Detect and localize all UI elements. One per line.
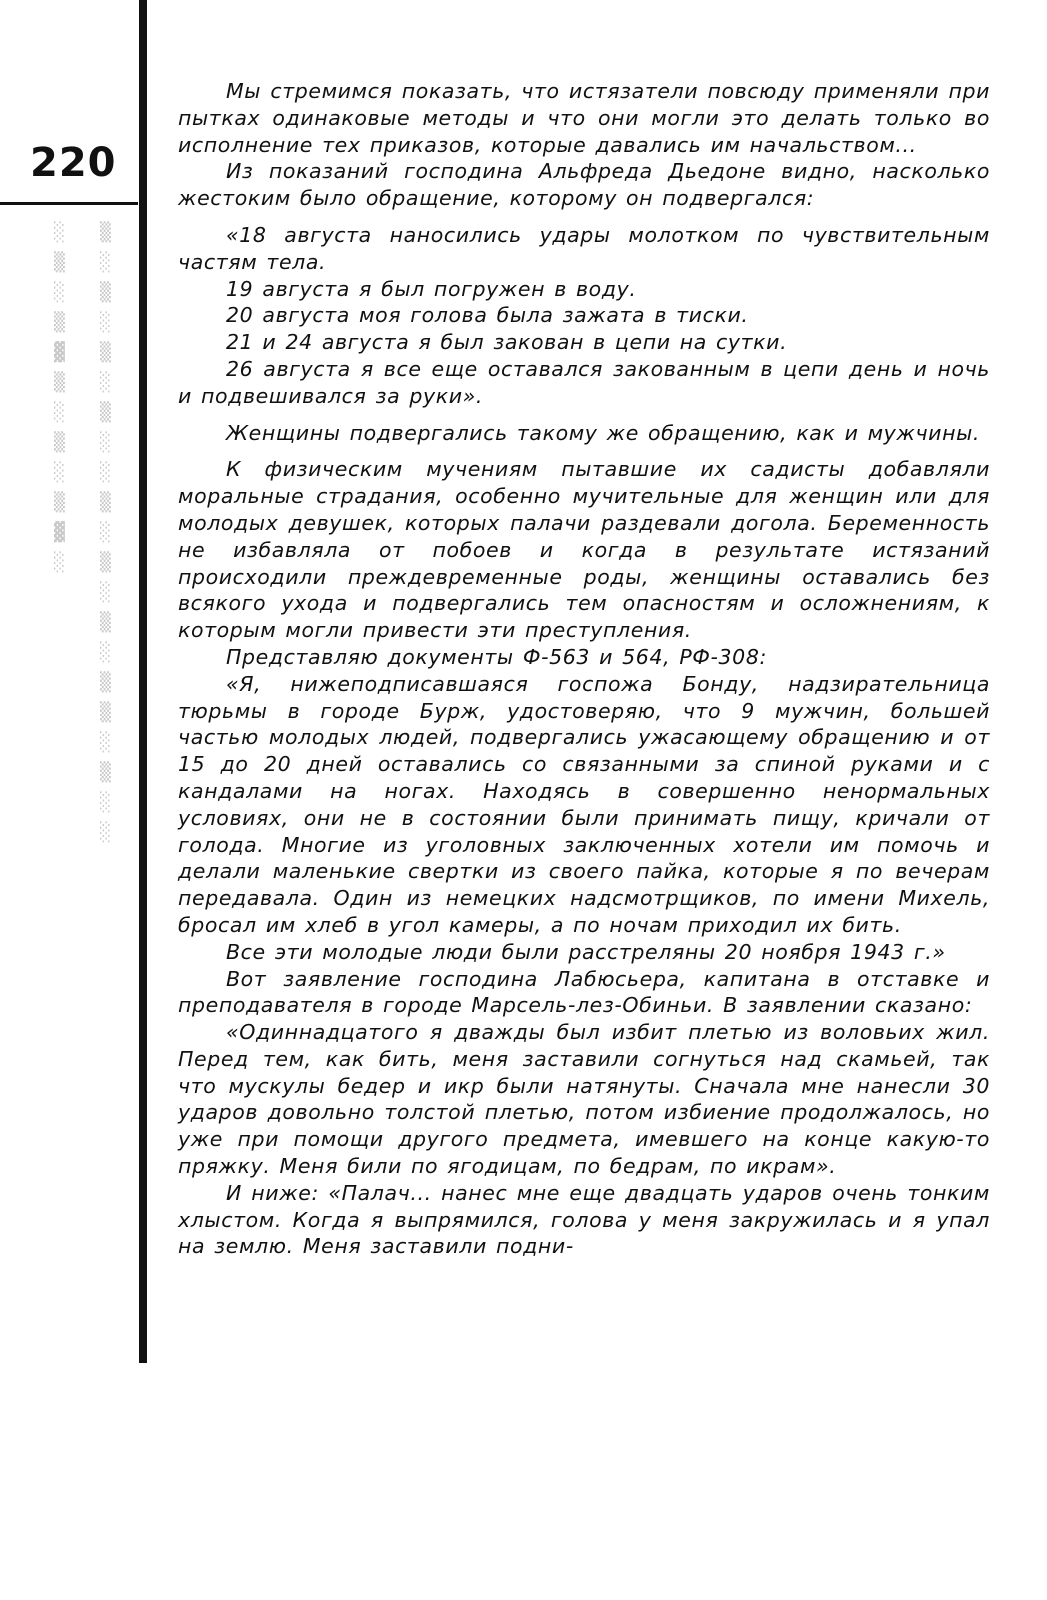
paragraph: 21 и 24 августа я был закован в цепи на сутки. — [226, 330, 788, 355]
paragraph: К физическим мучениям пытавшие их садисты добавляли моральные страдания, особенно мучительные для женщин или для молодых девушек, которых палачи раздевали догола. Беременность не избавляла от побоев и когда в результате истязаний происходили преждевременные роды, женщины оставались без всякого ухода и подвергались тем опасностям и осложнениям, к которым могли привести эти преступления. — [178, 457, 990, 643]
paragraph: Из показаний господина Альфреда Дьедоне видно, насколько жестоким было обращение, которому он подвергался: — [178, 159, 990, 211]
paragraph: 20 августа моя голова была зажата в тиски. — [226, 303, 749, 328]
margin-rule — [139, 0, 147, 1363]
paragraph: И ниже: «Палач... нанес мне еще двадцать ударов очень тонким хлыстом. Когда я выпрямился, голова у меня закружилась и я упал на землю. Меня заставили подни- — [178, 1180, 990, 1259]
paragraph: 26 августа я все еще оставался закованным в цепи день и ночь и подвешивался за руки». — [178, 356, 990, 408]
paragraph: «18 августа наносились удары молотком по чувствительным частям тела. — [178, 222, 990, 274]
margin-stamp-right: ▒ ░ ▒ ░ ▒ ░ ▒ ░ ░ ▒ ░ ▒ ░ ▒ ░ ▒ ▒ ░ ▒ ░ ░ — [100, 222, 111, 843]
body-text — [178, 78, 990, 1260]
paragraph: Женщины подвергались такому же обращению, как и мужчины. — [226, 420, 981, 445]
paragraph: Все эти молодые люди были расстреляны 20 ноября 1943 г.» — [226, 939, 946, 964]
margin-stamp-left: ░ ▒ ░ ▒ ▓ ▒ ░ ▒ ░ ▒ ▓ ░ — [54, 222, 65, 573]
page-number: 220 — [30, 140, 117, 186]
paragraph: Мы стремимся показать, что истязатели повсюду применяли при пытках одинаковые методы и что они могли это делать только во исполнение тех приказов, которые давались им начальством... — [178, 79, 990, 157]
paragraph: Вот заявление господина Лабюсьера, капитана в отставке и преподавателя в городе Марсель-лез-Обиньи. В заявлении сказано: — [178, 966, 990, 1018]
paragraph: «Я, нижеподписавшаяся госпожа Бонду, надзирательница тюрьмы в городе Бурж, удостоверяю, что 9 мужчин, большей частью молодых людей, подвергались ужасающему обращению и от 15 до 20 дней оставались со связанными за спиной руками и с кандалами на ногах. Находясь в совершенно ненормальных условиях, они не в состоянии были принимать пищу, кричали от голода. Многие из уголовных заключенных хотели им помочь и делали маленькие свертки из своего пайка, которые я по вечерам передавала. Один из немецких надсмотрщиков, по имени Михель, бросал им хлеб в угол камеры, а по ночам приходил их бить. — [178, 671, 990, 937]
paragraph: 19 августа я был погружен в воду. — [226, 276, 637, 301]
page-number-rule — [0, 202, 138, 205]
paragraph: «Одиннадцатого я дважды был избит плетью из воловьих жил. Перед тем, как бить, меня заставили согнуться над скамьей, так что мускулы бедер и икр были натянуты. Сначала мне нанесли 30 ударов довольно толстой плетью, потом избиение продолжалось, но уже при помощи другого предмета, имевшего на конце какую-то пряжку. Меня били по ягодицам, по бедрам, по икрам». — [178, 1020, 990, 1179]
paragraph: Представляю документы Ф-563 и 564, РФ-308: — [226, 644, 767, 669]
